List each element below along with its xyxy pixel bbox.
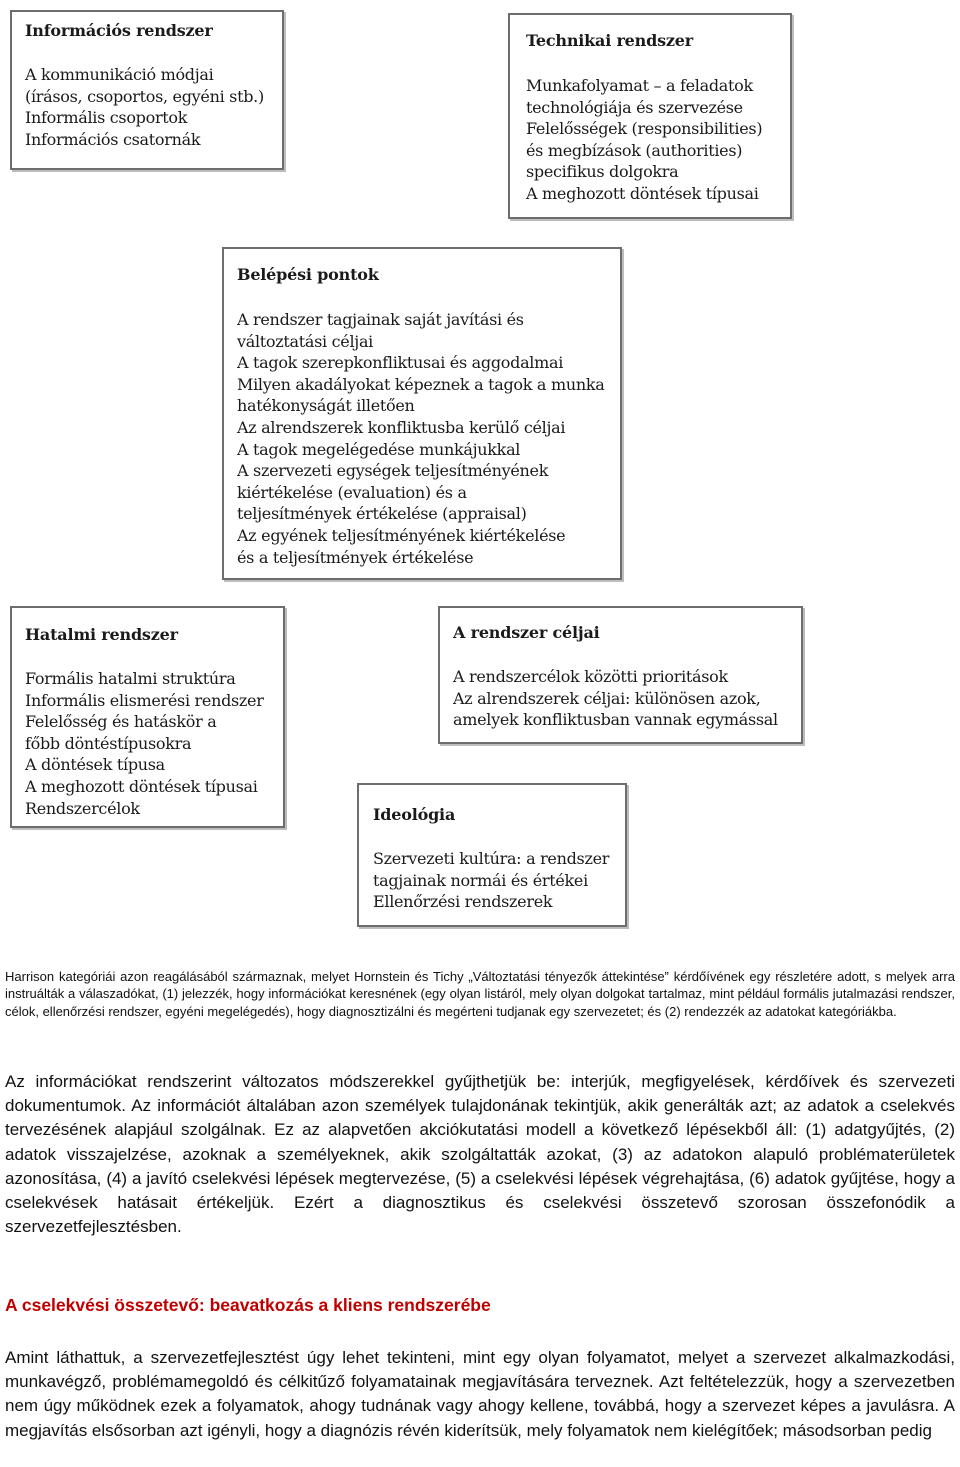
box-line: és a teljesítmények értékelése: [237, 547, 474, 567]
box-line: Szervezeti kultúra: a rendszer: [373, 849, 610, 868]
box-line: specifikus dolgokra: [526, 162, 679, 182]
box-title: A rendszer céljai: [453, 623, 600, 642]
box-lines: [453, 666, 778, 731]
box-line: Formális hatalmi struktúra: [25, 669, 236, 688]
box-line: amelyek konfliktusban vannak egymással: [453, 710, 778, 730]
box-lines: [25, 668, 264, 819]
box-title: Ideológia: [373, 805, 456, 824]
box-line: A szervezeti egységek teljesítményének: [237, 461, 549, 481]
paragraph-information-gathering: Az információkat rendszerint változatos módszerekkel gyűjthetjük be: interjúk, megfigyelések, kérdőívek és szervezeti dokumentumok. Az információt általában azon személyek tulajdonának tekintjük, akik generálták azt; az adatok a cselekvés tervezésének alapjául szolgálnak. Ez az alapvetően akciókutatási modell a következő lépésekből áll: (1) adatgyűjtés, (2) adatok visszajelzése, azoknak a személyeknek, akik szolgáltatták azokat, (3) az adatokon alapuló problématerületek azonosítása, (4) a javító cselekvési lépések megtervezése, (5) a cselekvési lépések végrehajtása, (6) adatok gyűjtése, hogy a cselekvések hatásait értékeljük. Ezért a diagnosztikus és cselekvési összetevő szorosan összefonódik a szervezetfejlesztésben.: [5, 1072, 955, 1237]
ideology-box: [357, 783, 627, 927]
box-line: Információs csatornák: [25, 129, 201, 149]
paragraph-intervention: Amint láthattuk, a szervezetfejlesztést úgy lehet tekinteni, mint egy olyan folyamatot, melyet a szervezet alkalmazkodási, munkavégző, problémamegoldó és célkitűző folyamatainak megjavítására terveznek. Azt feltételezzük, hogy a szervezetben nem úgy működnek ezek a folyamatok, ahogy tudnának vagy ahogy kellene, továbbá, hogy a szervezet képes a javulásra. A megjavítás elsősorban azt igényli, hogy a diagnózis révén kiderítsük, mely folyamatok nem kielégítőek; másodsorban pedig: [5, 1348, 955, 1440]
box-line: Milyen akadályokat képeznek a tagok a munka: [237, 374, 605, 394]
box-line: A tagok szerepkonfliktusai és aggodalmai: [237, 353, 564, 373]
info-system-box: [10, 10, 284, 170]
box-line: A döntések típusa: [25, 755, 165, 775]
box-line: (írásos, csoportos, egyéni stb.): [25, 86, 264, 106]
box-line: technológiája és szervezése: [526, 97, 743, 117]
paragraph-harrison: Harrison kategóriái azon reagálásából származnak, melyet Hornstein és Tichy „Változtatási tényezők áttekintése” kérdőívének egy részletére adott, s melyek arra instruálták a válaszadókat, (1) jelezzék, hogy információkat keresnének (egy olyan listáról, mely olyan dolgokat tartalmaz, mint például formális jutalmazási rendszer, célok, ellenőrzési rendszer, egyéni megelégedés), hogy diagnosztizálni és megérteni tudjanak egy szervezetet; és (2) rendezzék az adatokat kategóriákba.: [5, 969, 955, 1019]
box-line: Felelősségek (responsibilities): [526, 119, 763, 139]
box-lines: [237, 309, 604, 568]
entry-points-box: [222, 247, 622, 580]
box-title: Technikai rendszer: [526, 31, 693, 50]
box-title: Belépési pontok: [237, 265, 379, 284]
box-line: kiértékelése (evaluation) és a: [237, 482, 467, 502]
box-line: Informális elismerési rendszer: [25, 690, 264, 710]
power-system-box: [10, 606, 285, 828]
box-line: és megbízások (authorities): [526, 140, 743, 160]
box-line: hatékonyságát illetően: [237, 396, 415, 416]
box-line: változtatási céljai: [237, 331, 374, 351]
box-line: Munkafolyamat – a feladatok: [526, 76, 753, 95]
box-line: A rendszer tagjainak saját javítási és: [237, 310, 524, 329]
box-line: Az alrendszerek konfliktusba kerülő céljai: [237, 417, 566, 437]
box-line: Ellenőrzési rendszerek: [373, 892, 553, 912]
box-line: tagjainak normái és értékei: [373, 870, 588, 890]
box-line: A meghozott döntések típusai: [25, 776, 258, 796]
technical-system-box: [508, 13, 792, 219]
box-line: A tagok megelégedése munkájukkal: [237, 439, 521, 459]
box-line: Az egyének teljesítményének kiértékelése: [237, 525, 566, 545]
box-line: főbb döntéstípusokra: [25, 733, 192, 753]
box-lines: [526, 75, 762, 205]
box-line: A meghozott döntések típusai: [526, 183, 759, 203]
box-line: A rendszercélok közötti prioritások: [453, 667, 728, 686]
box-line: Informális csoportok: [25, 108, 188, 128]
box-lines: [25, 64, 264, 150]
box-line: A kommunikáció módjai: [25, 65, 214, 84]
section-heading: A cselekvési összetevő: beavatkozás a kliens rendszerébe: [5, 1295, 491, 1315]
box-line: Az alrendszerek céljai: különösen azok,: [453, 688, 761, 708]
system-goals-box: [438, 606, 803, 744]
box-line: teljesítmények értékelése (appraisal): [237, 504, 527, 524]
box-line: Rendszercélok: [25, 798, 140, 818]
box-line: Felelősség és hatáskör a: [25, 712, 217, 732]
box-title: Információs rendszer: [25, 21, 213, 40]
box-lines: [373, 848, 609, 913]
box-title: Hatalmi rendszer: [25, 625, 178, 644]
